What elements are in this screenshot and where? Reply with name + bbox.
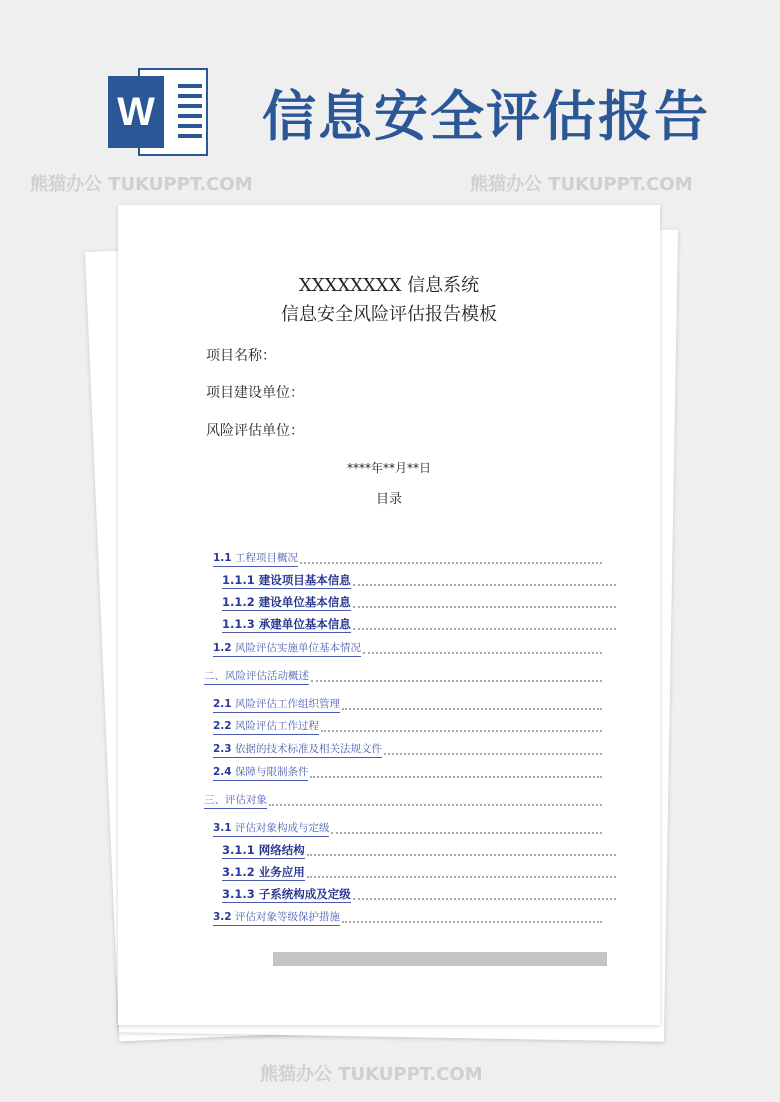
toc-leader-dots xyxy=(342,708,602,710)
toc-leader-dots xyxy=(307,854,616,856)
toc-entry-label[interactable] xyxy=(213,697,340,713)
toc-entry-text: 依据的技术标准及相关法规文件 xyxy=(234,743,382,755)
toc-entry-number: 3.1.1 xyxy=(222,843,255,857)
toc-entry-text: 工程项目概况 xyxy=(234,552,298,564)
toc-entry-label[interactable] xyxy=(213,719,319,735)
toc-entry-number: 3.1 xyxy=(213,822,232,834)
toc-entry-label[interactable] xyxy=(222,595,351,611)
toc-leader-dots xyxy=(311,680,602,682)
toc-leader-dots xyxy=(331,832,602,834)
toc-entry[interactable] xyxy=(213,821,602,837)
doc-title-line1: XXXXXXXX 信息系统 xyxy=(298,275,480,296)
toc-entry-text: 子系统构成及定级 xyxy=(258,887,351,901)
toc-entry-number: 3.1.3 xyxy=(222,887,255,901)
doc-title-line2: 信息安全风险评估报告模板 xyxy=(281,304,497,325)
toc-entry-label[interactable] xyxy=(213,910,340,926)
toc-leader-dots xyxy=(300,562,602,564)
document-page xyxy=(118,205,660,1025)
toc-entry-number: 1.1.3 xyxy=(222,617,255,631)
toc-entry-text: 保障与限制条件 xyxy=(234,766,309,778)
toc-leader-dots xyxy=(342,921,602,923)
toc-entry-number: 1.1.2 xyxy=(222,595,255,609)
toc-entry-label[interactable] xyxy=(213,551,298,567)
toc-entry[interactable] xyxy=(204,669,602,685)
toc-entry-text: 二、风险评估活动概述 xyxy=(204,670,309,682)
toc-entry-label[interactable] xyxy=(222,887,351,903)
toc-entry-number: 2.4 xyxy=(213,766,232,778)
toc-entry-label[interactable] xyxy=(222,617,351,633)
horizontal-scrollbar[interactable] xyxy=(273,952,607,966)
toc-entry-number: 2.2 xyxy=(213,720,232,732)
toc-entry-number: 3.2 xyxy=(213,911,232,923)
toc-leader-dots xyxy=(353,628,616,630)
toc-entry-text: 建设项目基本信息 xyxy=(258,573,351,587)
watermark: 熊猫办公 TUKUPPT.COM xyxy=(30,174,253,195)
toc-leader-dots xyxy=(353,898,616,900)
toc-leader-dots xyxy=(353,584,616,586)
toc-leader-dots xyxy=(353,606,616,608)
toc-entry[interactable] xyxy=(222,843,616,859)
toc-entry-text: 风险评估工作过程 xyxy=(234,720,319,732)
toc-entry-text: 业务应用 xyxy=(258,865,305,879)
toc-entry-label[interactable] xyxy=(213,641,361,657)
field-construction-unit: 项目建设单位： xyxy=(206,385,304,401)
watermark: 熊猫办公 TUKUPPT.COM xyxy=(470,174,693,195)
toc-entry-number: 1.1 xyxy=(213,552,232,564)
toc-leader-dots xyxy=(310,776,602,778)
toc-leader-dots xyxy=(321,730,602,732)
toc-entry[interactable] xyxy=(204,793,602,809)
field-project-name: 项目名称： xyxy=(206,348,276,364)
toc-entry-text: 三、评估对象 xyxy=(204,794,267,806)
toc-entry-label[interactable] xyxy=(222,843,305,859)
toc-entry[interactable] xyxy=(213,697,602,713)
toc-entry[interactable] xyxy=(213,765,602,781)
toc-entry[interactable] xyxy=(213,719,602,735)
toc-entry-text: 评估对象等级保护措施 xyxy=(234,911,340,923)
toc-heading: 目录 xyxy=(375,492,402,507)
toc-entry[interactable] xyxy=(222,617,616,633)
toc-entry[interactable] xyxy=(213,742,602,758)
toc-entry-text: 评估对象构成与定级 xyxy=(234,822,330,834)
toc-leader-dots xyxy=(307,876,616,878)
toc-entry-number: 1.2 xyxy=(213,642,232,654)
toc-entry-label[interactable] xyxy=(222,865,305,881)
toc-entry[interactable] xyxy=(222,887,616,903)
toc-entry-label[interactable] xyxy=(204,793,267,809)
toc-entry-text: 风险评估工作组织管理 xyxy=(234,698,340,710)
toc-entry[interactable] xyxy=(222,865,616,881)
table-of-contents xyxy=(118,205,660,1025)
toc-entry-number: 2.1 xyxy=(213,698,232,710)
toc-entry-text: 网络结构 xyxy=(258,843,305,857)
toc-entry-number: 1.1.1 xyxy=(222,573,255,587)
toc-leader-dots xyxy=(384,753,602,755)
toc-entry-label[interactable] xyxy=(222,573,351,589)
word-logo-icon xyxy=(108,68,208,156)
toc-entry-label[interactable] xyxy=(204,669,309,685)
word-logo-letter: W xyxy=(108,76,164,148)
toc-entry[interactable] xyxy=(222,573,616,589)
toc-leader-dots xyxy=(363,652,602,654)
doc-date: ****年**月**日 xyxy=(346,461,431,475)
toc-leader-dots xyxy=(269,804,602,806)
toc-entry[interactable] xyxy=(213,641,602,657)
toc-entry-text: 风险评估实施单位基本情况 xyxy=(234,642,361,654)
toc-entry-text: 建设单位基本信息 xyxy=(258,595,351,609)
field-assessment-unit: 风险评估单位： xyxy=(206,423,304,439)
toc-entry-number: 3.1.2 xyxy=(222,865,255,879)
banner-title: 信息安全评估报告 xyxy=(262,84,710,148)
watermark: 熊猫办公 TUKUPPT.COM xyxy=(260,1064,483,1085)
toc-entry-text: 承建单位基本信息 xyxy=(258,617,351,631)
toc-entry-label[interactable] xyxy=(213,765,308,781)
toc-entry-number: 2.3 xyxy=(213,743,232,755)
toc-entry[interactable] xyxy=(213,551,602,567)
toc-entry-label[interactable] xyxy=(213,742,382,758)
toc-entry-label[interactable] xyxy=(213,821,329,837)
toc-entry[interactable] xyxy=(222,595,616,611)
toc-entry[interactable] xyxy=(213,910,602,926)
